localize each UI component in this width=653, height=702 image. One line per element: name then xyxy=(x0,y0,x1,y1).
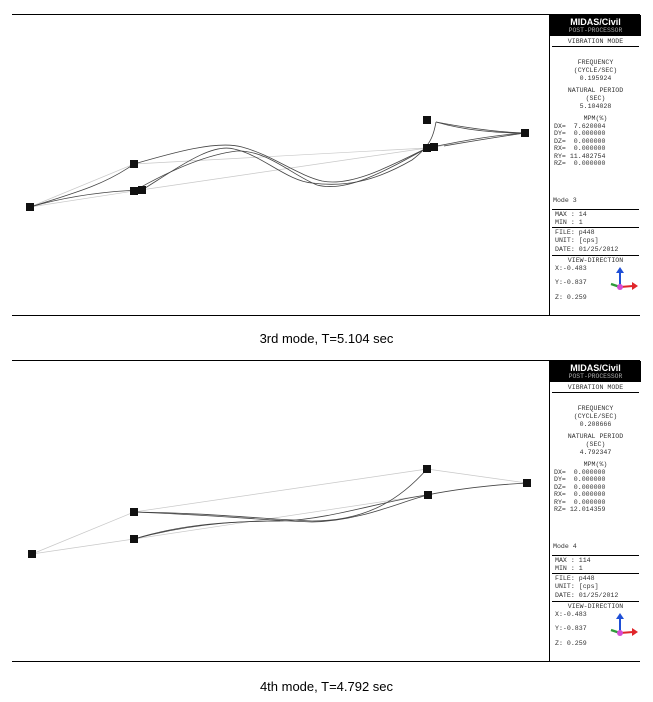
support-node xyxy=(130,508,138,516)
mpm-key: DX= xyxy=(554,469,566,476)
support-node xyxy=(26,203,34,211)
undeformed-shape xyxy=(32,469,527,554)
file-name: FILE: p448 xyxy=(555,229,595,236)
mode-4-info-panel xyxy=(549,361,641,661)
frequency-value: 0.195924 xyxy=(579,75,612,82)
mpm-key: DY= xyxy=(554,476,566,484)
undeformed-shape xyxy=(30,133,525,207)
view-x: X:-0.483 xyxy=(555,265,587,272)
mpm-row xyxy=(550,153,641,160)
brand-header xyxy=(550,15,641,36)
mpm-key: DZ= xyxy=(554,137,566,145)
file-block xyxy=(552,573,639,600)
support-node xyxy=(130,160,138,168)
mode-block xyxy=(550,197,641,205)
mpm-key: RY= xyxy=(554,152,566,160)
mpm-value: 0.000000 xyxy=(573,476,606,484)
mpm-value: 0.000000 xyxy=(573,469,606,476)
mpm-key: RZ= xyxy=(554,506,566,514)
min-value: MIN : 1 xyxy=(555,565,583,573)
mpm-key: DZ= xyxy=(554,483,566,491)
view-direction-title: VIEW-DIRECTION xyxy=(567,257,624,264)
support-node xyxy=(130,187,138,195)
mode-4-caption: 4th mode, T=4.792 sec xyxy=(259,679,394,694)
view-direction-title: VIEW-DIRECTION xyxy=(567,603,624,610)
mpm-value: 0.000000 xyxy=(573,491,606,499)
mpm-key: RZ= xyxy=(554,160,566,168)
mpm-row xyxy=(550,138,641,145)
support-node xyxy=(423,465,431,473)
support-node xyxy=(28,550,36,558)
date-label: DATE: 01/25/2012 xyxy=(555,245,619,253)
mpm-key: RX= xyxy=(554,491,566,499)
view-z: Z: 0.259 xyxy=(555,639,587,647)
mpm-value: 12.014359 xyxy=(569,506,606,514)
mpm-value: 0.000000 xyxy=(573,130,606,138)
support-node xyxy=(138,186,146,194)
frequency-unit: (CYCLE/SEC) xyxy=(573,67,618,74)
section-title: VIBRATION MODE xyxy=(552,36,639,47)
range-block xyxy=(552,555,639,574)
view-y: Y:-0.837 xyxy=(555,625,587,633)
mode-3-frame xyxy=(12,14,640,316)
frequency-label: FREQUENCY xyxy=(577,405,614,412)
support-node xyxy=(430,143,438,151)
file-block xyxy=(552,227,639,254)
support-node xyxy=(423,144,431,152)
mpm-value: 7.620004 xyxy=(573,123,606,130)
frequency-value: 0.208666 xyxy=(579,421,612,428)
mpm-value: 0.000000 xyxy=(573,137,606,145)
axis-triad-icon xyxy=(608,267,638,295)
mpm-row xyxy=(550,476,641,483)
mpm-row xyxy=(550,499,641,506)
mode-3-viewport xyxy=(12,15,549,315)
brand-header xyxy=(550,361,641,382)
mpm-key: DX= xyxy=(554,123,566,130)
axis-triad-icon xyxy=(608,613,638,641)
brand-title: MIDAS/Civil xyxy=(570,17,621,27)
mpm-label: MPM(%) xyxy=(583,461,608,468)
file-name: FILE: p448 xyxy=(555,575,595,582)
mpm-key: RX= xyxy=(554,145,566,153)
mpm-row xyxy=(550,130,641,137)
date-label: DATE: 01/25/2012 xyxy=(555,591,619,599)
mode-3-info-panel xyxy=(549,15,641,315)
frequency-label: FREQUENCY xyxy=(577,59,614,66)
mode-block xyxy=(550,543,641,551)
support-node xyxy=(130,535,138,543)
mpm-value: 0.000000 xyxy=(573,498,606,506)
mpm-row xyxy=(550,491,641,498)
mode-4-frame xyxy=(12,360,640,662)
mpm-label: MPM(%) xyxy=(583,115,608,122)
support-node xyxy=(523,479,531,487)
view-y: Y:-0.837 xyxy=(555,279,587,287)
brand-subtitle: POST-PROCESSOR xyxy=(568,27,623,34)
period-label: NATURAL PERIOD xyxy=(567,433,624,440)
mpm-row xyxy=(550,123,641,130)
mpm-value: 0.000000 xyxy=(573,145,606,153)
mode-label: Mode 3 xyxy=(553,197,577,204)
period-unit: (SEC) xyxy=(585,95,606,102)
range-block xyxy=(552,209,639,228)
max-value: MAX : 14 xyxy=(555,211,587,218)
mode-shape-lines xyxy=(134,469,527,539)
view-x: X:-0.483 xyxy=(555,611,587,618)
mpm-row xyxy=(550,469,641,476)
mpm-row xyxy=(550,506,641,513)
mpm-row xyxy=(550,145,641,152)
view-z: Z: 0.259 xyxy=(555,293,587,301)
mpm-key: DY= xyxy=(554,130,566,138)
support-node xyxy=(423,116,431,124)
mode-4-viewport xyxy=(12,361,549,661)
mpm-value: 0.000000 xyxy=(573,160,606,168)
period-value: 4.792347 xyxy=(579,449,612,456)
unit-label: UNIT: [cps] xyxy=(555,583,599,591)
brand-subtitle: POST-PROCESSOR xyxy=(568,373,623,380)
support-node xyxy=(521,129,529,137)
period-label: NATURAL PERIOD xyxy=(567,87,624,94)
support-node xyxy=(424,491,432,499)
mpm-row xyxy=(550,484,641,491)
min-value: MIN : 1 xyxy=(555,219,583,227)
mpm-row xyxy=(550,160,641,167)
mode-shape-lines xyxy=(30,122,525,207)
unit-label: UNIT: [cps] xyxy=(555,237,599,245)
frequency-unit: (CYCLE/SEC) xyxy=(573,413,618,420)
period-unit: (SEC) xyxy=(585,441,606,448)
mpm-key: RY= xyxy=(554,498,566,506)
support-nodes xyxy=(28,465,531,558)
mode-3-caption: 3rd mode, T=5.104 sec xyxy=(259,331,394,346)
max-value: MAX : 114 xyxy=(555,557,591,564)
period-value: 5.104028 xyxy=(579,103,612,110)
brand-title: MIDAS/Civil xyxy=(570,363,621,373)
section-title: VIBRATION MODE xyxy=(552,382,639,393)
mpm-value: 11.482754 xyxy=(569,152,606,160)
mpm-value: 0.000000 xyxy=(573,483,606,491)
mode-label: Mode 4 xyxy=(553,543,577,550)
